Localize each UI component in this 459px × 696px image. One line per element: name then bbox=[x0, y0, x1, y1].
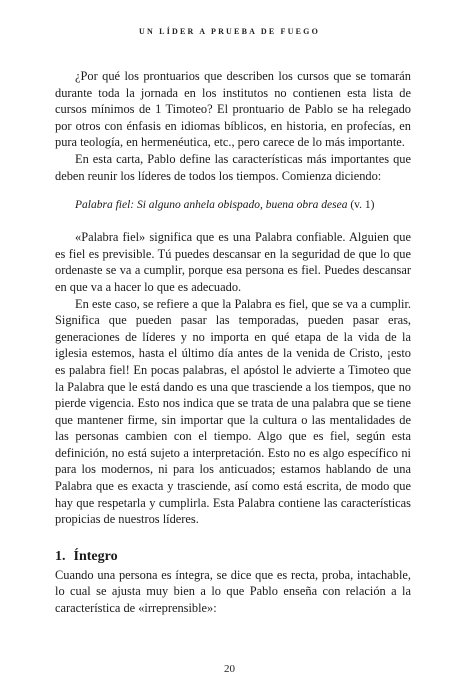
paragraph: En este caso, se refiere a que la Palabra es fiel, que se va a cumplir. Significa que pueden pasar las temporadas, pueden pasar eras, generaciones de líderes y no importa en qué etapa de la vida de la iglesia estemos, hasta el último día antes de la venida de Cristo, ¡esto es palabra fiel! En pocas palabras, el apóstol le advierte a Timoteo que la Palabra que le está dando es una que trasciende a los tiempos, que no pierde vigencia. Esto nos indica que se trata de una palabra que se tiene que mantener firme, sin importar que la cultura o las mentalidades de las personas cambien con el tiempo. Algo que es fiel, según esta definición, no está sujeto a interpretación. Esto no es algo específico ni para los modernos, ni para los anticuados; estamos hablando de una Palabra que es exacta y trasciende, así como está escrita, de modo que hay que respetarla y cumplirla. Esta Palabra contiene las características propicias de nuestros líderes. bbox=[55, 296, 411, 527]
quote-text: Palabra fiel: Si alguno anhela obispado, buena obra desea bbox=[75, 199, 348, 212]
paragraph: «Palabra fiel» significa que es una Palabra confiable. Alguien que es fiel es previsible. Tú puedes descansar en la seguridad de que lo que ordenaste se va a cumplir, porque esa persona es fiel. Puedes descansar en que va a hacer lo que es adecuado. bbox=[55, 230, 411, 294]
quote-reference: (v. 1) bbox=[347, 199, 375, 212]
section-title: Íntegro bbox=[73, 548, 118, 564]
paragraph: ¿Por qué los prontuarios que describen los cursos que se tomarán durante toda la jornada en los institutos no contienen esta lista de cursos mínimos de 1 Timoteo? El prontuario de Pablo se ha relegado por otros con énfasis en idiomas bíblicos, en historia, en profecías, en pura teología, en hermenéutica, etc., pero carece de lo más importante. bbox=[55, 69, 411, 150]
section-number: 1. bbox=[55, 548, 66, 564]
scripture-quote bbox=[55, 198, 411, 213]
paragraph: En esta carta, Pablo define las características más importantes que deben reunir los líderes de todos los tiempos. Comienza diciendo: bbox=[55, 151, 411, 183]
section-heading bbox=[55, 548, 411, 565]
page-number: 20 bbox=[224, 663, 235, 675]
paragraph: Cuando una persona es íntegra, se dice que es recta, proba, intachable, lo cual se ajusta muy bien a lo que Pablo enseña con relación a la característica de «irreprensible»: bbox=[55, 567, 411, 616]
body-text bbox=[55, 68, 411, 617]
running-head: UN LÍDER A PRUEBA DE FUEGO bbox=[139, 27, 320, 36]
